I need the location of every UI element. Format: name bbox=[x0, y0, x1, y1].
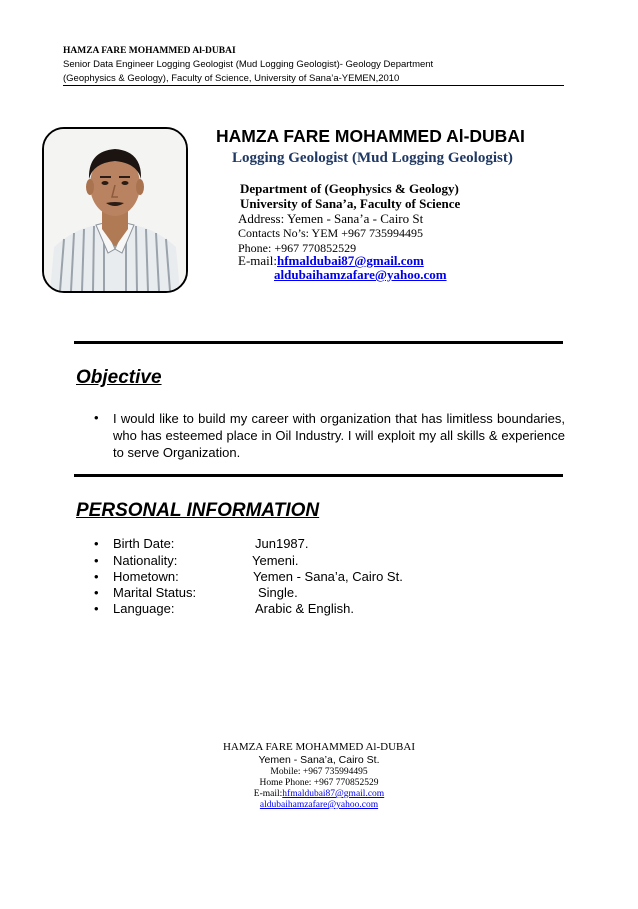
language-label: Language: bbox=[113, 601, 175, 616]
nationality-label: Nationality: bbox=[113, 553, 178, 568]
profile-address: Address: Yemen - Sana’a - Cairo St bbox=[238, 211, 424, 226]
header-line-2: (Geophysics & Geology), Faculty of Science, University of Sana’a-YEMEN,2010 bbox=[63, 73, 400, 84]
section-divider bbox=[74, 341, 563, 344]
footer-email-link-1[interactable]: hfmaldubai87@gmail.com bbox=[282, 789, 385, 799]
marital-status-value: Single. bbox=[258, 585, 298, 600]
profile-email-line-2 bbox=[274, 267, 447, 283]
hometown-value: Yemen - Sana’a, Cairo St. bbox=[253, 569, 403, 584]
personal-bullet: • bbox=[94, 585, 99, 600]
birth-date-value: Jun1987. bbox=[255, 536, 309, 551]
profile-role: Logging Geologist (Mud Logging Geologist) bbox=[232, 150, 513, 166]
footer-address: Yemen - Sana’a, Cairo St. bbox=[258, 754, 380, 766]
footer-email-label: E-mail: bbox=[253, 789, 283, 799]
footer-home-phone: Home Phone: +967 770852529 bbox=[259, 778, 379, 788]
footer-name: HAMZA FARE MOHAMMED Al-DUBAI bbox=[222, 741, 415, 753]
profile-photo-illustration bbox=[44, 129, 186, 291]
objective-title: Objective bbox=[76, 367, 162, 388]
objective-bullet: • bbox=[94, 410, 99, 425]
header-rule bbox=[63, 85, 564, 86]
footer-email-link-2[interactable]: aldubaihamzafare@yahoo.com bbox=[259, 800, 379, 810]
footer-email-line-2 bbox=[0, 800, 638, 810]
birth-date-label: Birth Date: bbox=[113, 536, 175, 551]
profile-phone: Phone: +967 770852529 bbox=[238, 241, 357, 255]
profile-contacts: Contacts No’s: YEM +967 735994495 bbox=[238, 226, 423, 240]
profile-email-link-1[interactable]: hfmaldubai87@gmail.com bbox=[277, 253, 424, 268]
personal-bullet: • bbox=[94, 601, 99, 616]
personal-bullet: • bbox=[94, 553, 99, 568]
marital-status-label: Marital Status: bbox=[113, 585, 197, 600]
profile-name: HAMZA FARE MOHAMMED Al-DUBAI bbox=[216, 126, 525, 146]
personal-bullet: • bbox=[94, 569, 99, 584]
hometown-label: Hometown: bbox=[113, 569, 179, 584]
header-line-1: Senior Data Engineer Logging Geologist (Mud Logging Geologist)- Geology Department bbox=[63, 59, 434, 70]
profile-university: University of Sana’a, Faculty of Science bbox=[240, 196, 461, 211]
header-name: HAMZA FARE MOHAMMED Al-DUBAI bbox=[63, 46, 236, 56]
personal-info-title: PERSONAL INFORMATION bbox=[76, 500, 320, 521]
profile-photo bbox=[42, 127, 188, 293]
objective-text: I would like to build my career with organization that has limitless boundaries, who has esteemed place in Oil Industry. I will exploit my all skills & experience to serve Organization. bbox=[113, 411, 565, 460]
profile-email-label: E-mail: bbox=[238, 253, 277, 268]
footer-email-line bbox=[0, 789, 638, 799]
nationality-value: Yemeni. bbox=[252, 553, 299, 568]
footer-mobile: Mobile: +967 735994495 bbox=[270, 767, 368, 777]
language-value: Arabic & English. bbox=[255, 601, 354, 616]
profile-department: Department of (Geophysics & Geology) bbox=[240, 181, 459, 196]
profile-email-link-2[interactable]: aldubaihamzafare@yahoo.com bbox=[274, 267, 447, 282]
section-divider bbox=[74, 474, 563, 477]
personal-bullet: • bbox=[94, 536, 99, 551]
